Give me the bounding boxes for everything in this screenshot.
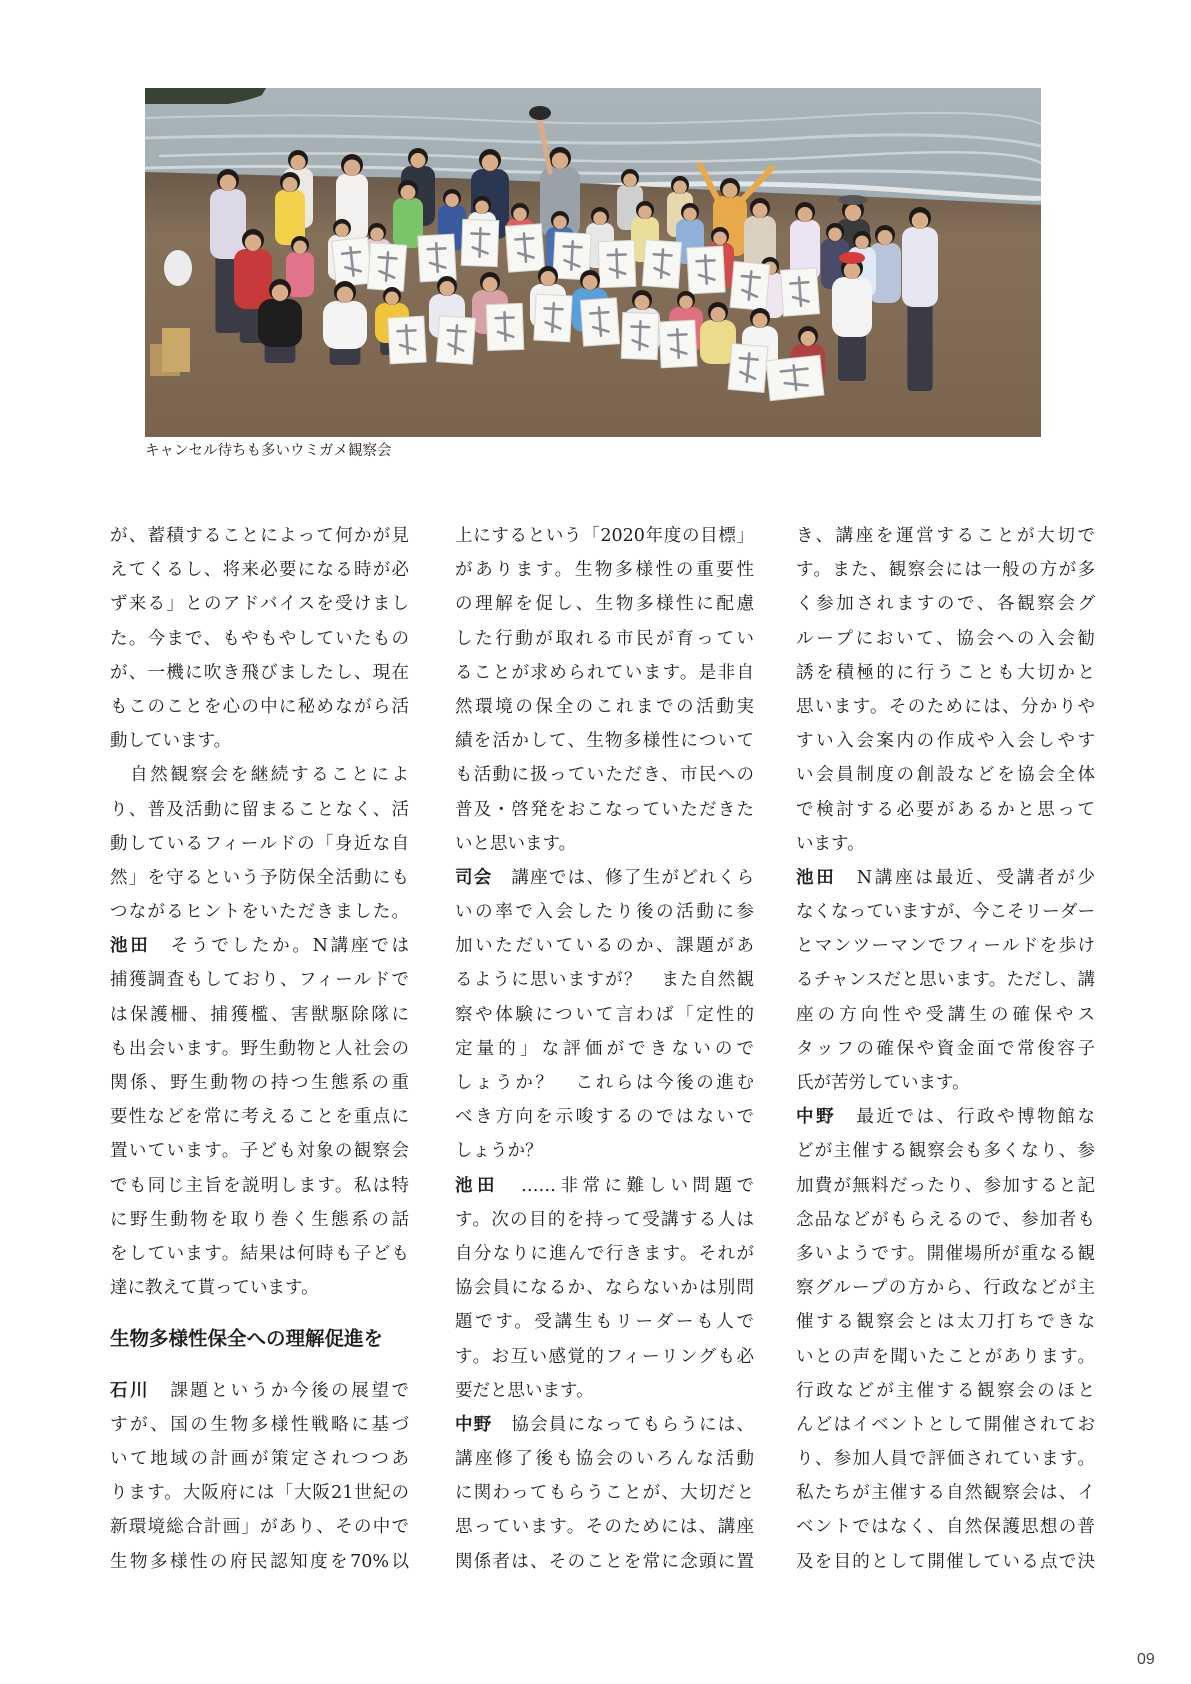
sign: [621, 312, 659, 359]
text-line: が、一機に吹き飛びましたし、現在: [110, 662, 409, 683]
text-line: しょうか？ これらは今後の進む: [455, 1073, 754, 1093]
text-line: いの率で入会したり後の活動に参: [455, 902, 754, 923]
text-line: 達に教えて貰っています。: [110, 1278, 319, 1299]
text-line: ループにおいて、協会への入会勧: [796, 628, 1095, 649]
photo-caption: キャンセル待ちも多いウミガメ観察会: [145, 443, 392, 459]
text-line: をしています。結果は何時も子ども: [110, 1243, 409, 1264]
sign: [332, 237, 373, 287]
text-line: 氏が苦労しています。: [796, 1073, 970, 1093]
text-line: 績を活かして、生物多様性について: [455, 731, 754, 752]
speaker-text: 協会員になってもらうには、: [492, 1414, 754, 1435]
sign: [642, 240, 681, 288]
sign: [580, 298, 619, 346]
text-line: に野生動物を取り巻く生態系の話: [110, 1209, 409, 1230]
sign: [436, 316, 475, 364]
text-line: 題です。受講生もリーダーも人で: [455, 1312, 754, 1333]
text-line: た。今まで、もやもやしていたもの: [110, 628, 409, 649]
person: [902, 207, 938, 391]
text-line: 然環境の保全のこれまでの活動実: [455, 696, 754, 717]
text-line: つながるヒントをいただきました。: [110, 902, 409, 923]
text-line: す。次の目的を持って受講する人は: [455, 1209, 754, 1230]
sign: [367, 243, 406, 291]
text-line: す。また、観察会には一般の方が多: [796, 560, 1095, 581]
group-photo: [145, 88, 1041, 437]
text-line: ることが求められています。是非自: [455, 662, 754, 683]
red-hat: [839, 252, 865, 264]
speaker-name: 池田: [796, 867, 837, 888]
text-line: 然」を守るという予防保全活動にも: [110, 867, 409, 888]
speaker-text: N講座は最近、受講者が少: [836, 867, 1095, 888]
text-line: り、参加人員で評価されています。: [796, 1449, 1095, 1470]
text-line: いとの声を聞いたことがあります。: [796, 1346, 1095, 1367]
waved-hat: [529, 106, 551, 120]
speaker-line: [455, 1408, 754, 1442]
text-line: 協会員になるか、ならないかは別問: [455, 1278, 754, 1299]
text-line: 要性などを常に考えることを重点に: [110, 1107, 409, 1128]
text-line: いと思います。: [455, 833, 577, 854]
text-line: 関係者は、そのことを常に念頭に置: [455, 1551, 754, 1572]
text-line: 座の方向性や受講生の確保やス: [796, 1004, 1095, 1025]
text-line: 生物多様性の府民認知度を70%以: [110, 1551, 409, 1572]
text-line: とマンツーマンでフィールドを歩け: [796, 936, 1095, 957]
text-line: べき方向を示唆するのではないで: [455, 1107, 754, 1128]
speaker-text: ……非常に難しい問題で: [499, 1175, 754, 1196]
speaker-line: [110, 929, 409, 963]
text-line: もこのことを心の中に秘めながら活: [110, 696, 409, 717]
speaker-line: [796, 861, 1095, 895]
sign: [766, 355, 824, 400]
sign: [780, 268, 819, 316]
white-hat: [164, 250, 192, 286]
text-column-1: [110, 519, 409, 1579]
text-line: 加費が無料だったり、参加すると記: [796, 1175, 1095, 1196]
text-line: なくなっていますが、今こそリーダー: [796, 902, 1095, 923]
sign: [486, 303, 524, 350]
text-line: 思っています。そのためには、講座: [455, 1517, 754, 1538]
text-line: があります。生物多様性の重要性: [455, 560, 754, 581]
text-line: も活動に扱っていただき、市民への: [455, 765, 754, 786]
text-line: き、講座を運営することが大切で: [796, 526, 1095, 546]
text-line: 行政などが主催する観察会のほと: [796, 1380, 1095, 1401]
text-line: いて地域の計画が策定されつつあ: [110, 1449, 409, 1470]
text-line: く参加されますので、各観察会グ: [796, 594, 1095, 615]
hat: [838, 195, 868, 205]
sign: [505, 224, 544, 272]
text-line: した行動が取れる市民が育ってい: [455, 628, 754, 649]
sign: [687, 246, 725, 294]
speaker-text: 最近では、行政や博物館な: [836, 1107, 1095, 1128]
speaker-line: [455, 861, 754, 895]
speaker-name: 池田: [110, 936, 151, 957]
text-line: 上にするという「2020年度の目標」: [455, 526, 754, 546]
text-line: 動しています。: [110, 731, 232, 752]
text-line: どが主催する観察会も多くなり、参: [796, 1141, 1095, 1162]
speaker-text: 講座では、修了生がどれくら: [492, 867, 754, 888]
text-line: しょうか？: [455, 1141, 543, 1162]
text-line: 自分なりに進んで行きます。それが: [455, 1243, 754, 1264]
text-line: も出会います。野生動物と人社会の: [110, 1038, 409, 1059]
sign: [388, 316, 426, 364]
text-line: でも同じ主旨を説明します。私は特: [110, 1175, 409, 1196]
text-line: るチャンスだと思います。ただし、講: [796, 970, 1095, 991]
text-line: るように思いますが？ また自然観: [455, 970, 754, 991]
text-line: 新環境総合計画」があり、その中で: [110, 1517, 409, 1538]
text-line: 私たちが主催する自然観察会は、イ: [796, 1483, 1095, 1504]
speaker-name: 司会: [455, 867, 493, 888]
text-line: 思います。そのためには、分かりや: [796, 696, 1095, 717]
speaker-name: 中野: [796, 1107, 837, 1128]
text-line: 加いただいているのか、課題があ: [455, 936, 754, 957]
text-line: 及を目的として開催している点で決: [796, 1551, 1095, 1572]
text-line: 動しているフィールドの「身近な自: [110, 833, 409, 854]
text-line: 自然観察会を継続することによ: [110, 765, 409, 786]
page-number: 09: [1137, 1651, 1155, 1668]
text-line: 多いようです。開催場所が重なる観: [796, 1243, 1095, 1264]
sign: [418, 234, 456, 282]
text-line: 普及・啓発をおこなっていただきた: [455, 799, 754, 820]
text-line: 置いています。子ども対象の観察会: [110, 1141, 409, 1162]
text-line: タッフの確保や資金面で常俊容子: [796, 1038, 1095, 1059]
text-line: すが、国の生物多様性戦略に基づ: [110, 1414, 409, 1435]
text-line: 捕獲調査もしており、フィールドで: [110, 970, 409, 991]
section-heading: 生物多様性保全への理解促進を: [110, 1327, 384, 1351]
text-line: ベントではなく、自然保護思想の普: [796, 1517, 1095, 1538]
speaker-text: 課題というか今後の展望で: [150, 1380, 409, 1401]
text-line: で検討する必要があるかと思って: [796, 799, 1095, 820]
speaker-name: 池田: [455, 1175, 499, 1196]
sign: [461, 219, 499, 266]
text-column-2: [455, 519, 754, 1579]
text-line: 念品などがもらえるので、参加者も: [796, 1209, 1095, 1230]
text-line: ず来る」とのアドバイスを受けまし: [110, 594, 409, 615]
text-line: 察グループの方から、行政などが主: [796, 1278, 1095, 1299]
speaker-line: [110, 1374, 409, 1408]
sign: [659, 320, 697, 368]
speaker-text: そうでしたか。N講座では: [150, 936, 409, 957]
speaker-line: [796, 1100, 1095, 1134]
text-line: は保護柵、捕獲檻、害獣駆除隊に: [110, 1004, 409, 1025]
speaker-name: 石川: [110, 1380, 151, 1401]
text-line: います。: [796, 833, 865, 854]
text-line: す。お互い感覚的フィーリングも必: [455, 1346, 754, 1367]
text-line: んどはイベントとして開催されてお: [796, 1414, 1095, 1435]
text-line: に関わってもらうことが、大切だと: [455, 1483, 754, 1504]
text-line: ります。大阪府には「大阪21世紀の: [110, 1483, 409, 1504]
text-line: り、普及活動に留まることなく、活: [110, 799, 409, 820]
text-line: が、蓄積することによって何かが見: [110, 526, 409, 546]
text-line: 察や体験について言わば「定性的: [455, 1004, 754, 1025]
text-line: 関係、野生動物の持つ生態系の重: [110, 1073, 409, 1093]
text-line: 誘を積極的に行うことも大切かと: [796, 662, 1095, 683]
text-line: すい入会案内の作成や入会しやす: [796, 731, 1095, 752]
sign: [728, 344, 768, 393]
text-line: い会員制度の創設などを協会全体: [796, 765, 1095, 786]
sign: [598, 240, 636, 287]
text-line: 催する観察会とは太刀打ちできな: [796, 1312, 1095, 1333]
sign: [730, 262, 770, 311]
text-column-3: [796, 519, 1095, 1579]
text-line: 定量的」な評価ができないので: [455, 1038, 754, 1059]
speaker-line: [455, 1169, 754, 1203]
sign: [534, 294, 572, 342]
text-line: 要だと思います。: [455, 1380, 594, 1401]
text-line: えてくるし、将来必要になる時が必: [110, 560, 409, 581]
speaker-name: 中野: [455, 1414, 493, 1435]
text-line: の理解を促し、生物多様性に配慮: [455, 594, 754, 615]
text-line: 講座修了後も協会のいろんな活動: [455, 1449, 754, 1470]
